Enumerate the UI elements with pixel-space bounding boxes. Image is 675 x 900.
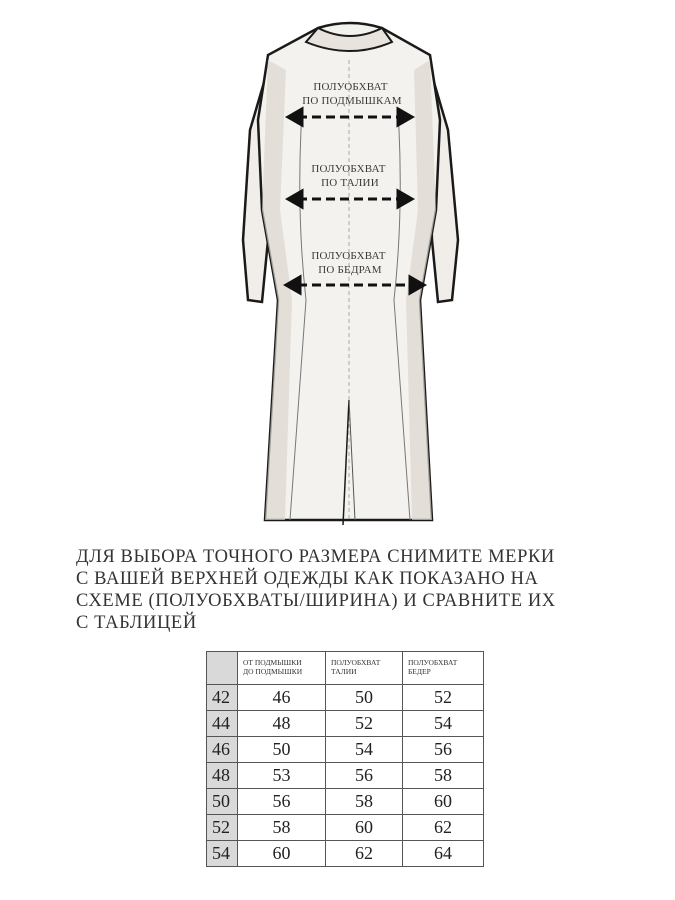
size-cell: 52 — [207, 815, 238, 841]
chest-cell: 58 — [238, 815, 326, 841]
hips-cell: 64 — [403, 841, 484, 867]
hips-label-line2: ПО БЕДРАМ — [318, 264, 382, 276]
hips-cell: 54 — [403, 711, 484, 737]
instructions-line: С ВАШЕЙ ВЕРХНЕЙ ОДЕЖДЫ КАК ПОКАЗАНО НА — [76, 569, 539, 589]
header-hips — [403, 652, 484, 685]
size-cell: 42 — [207, 685, 238, 711]
waist-cell: 52 — [326, 711, 403, 737]
instructions-line: СХЕМЕ (ПОЛУОБХВАТЫ/ШИРИНА) И СРАВНИТЕ ИХ — [76, 591, 556, 611]
chest-label-line1: ПОЛУОБХВАТ — [313, 81, 388, 93]
waist-cell: 60 — [326, 815, 403, 841]
chest-cell: 46 — [238, 685, 326, 711]
waist-cell: 56 — [326, 763, 403, 789]
hips-cell: 52 — [403, 685, 484, 711]
chest-cell: 60 — [238, 841, 326, 867]
size-table — [206, 651, 484, 867]
table-header-row — [207, 652, 484, 685]
chest-label-line2: ПО ПОДМЫШКАМ — [302, 95, 402, 107]
table-row — [207, 737, 484, 763]
instructions-line: ДЛЯ ВЫБОРА ТОЧНОГО РАЗМЕРА СНИМИТЕ МЕРКИ — [76, 547, 555, 567]
chest-cell: 56 — [238, 789, 326, 815]
waist-cell: 54 — [326, 737, 403, 763]
hips-cell: 58 — [403, 763, 484, 789]
header-waist-line2: ТАЛИИ — [331, 667, 357, 676]
table-row — [207, 815, 484, 841]
size-cell: 48 — [207, 763, 238, 789]
table-row — [207, 711, 484, 737]
size-cell: 44 — [207, 711, 238, 737]
header-hips-line2: БЕДЕР — [408, 667, 431, 676]
hips-label-line1: ПОЛУОБХВАТ — [311, 250, 386, 262]
size-cell: 50 — [207, 789, 238, 815]
size-cell: 46 — [207, 737, 238, 763]
instructions-line: С ТАБЛИЦЕЙ — [76, 613, 197, 633]
waist-cell: 58 — [326, 789, 403, 815]
chest-cell: 48 — [238, 711, 326, 737]
chest-cell: 53 — [238, 763, 326, 789]
header-waist-line1: ПОЛУОБХВАТ — [331, 658, 381, 667]
waist-cell: 62 — [326, 841, 403, 867]
header-chest-line2: ДО ПОДМЫШКИ — [243, 667, 303, 676]
table-row — [207, 763, 484, 789]
hips-cell: 56 — [403, 737, 484, 763]
table-row — [207, 841, 484, 867]
size-cell: 54 — [207, 841, 238, 867]
header-waist — [326, 652, 403, 685]
hips-cell: 62 — [403, 815, 484, 841]
waist-label-line1: ПОЛУОБХВАТ — [311, 163, 386, 175]
header-chest-line1: ОТ ПОДМЫШКИ — [243, 658, 302, 667]
hips-cell: 60 — [403, 789, 484, 815]
waist-label-line2: ПО ТАЛИИ — [321, 177, 379, 189]
instructions-text — [76, 546, 636, 634]
table-corner-cell — [207, 652, 238, 685]
header-hips-line1: ПОЛУОБХВАТ — [408, 658, 458, 667]
chest-cell: 50 — [238, 737, 326, 763]
header-chest — [238, 652, 326, 685]
table-row — [207, 685, 484, 711]
waist-cell: 50 — [326, 685, 403, 711]
table-row — [207, 789, 484, 815]
